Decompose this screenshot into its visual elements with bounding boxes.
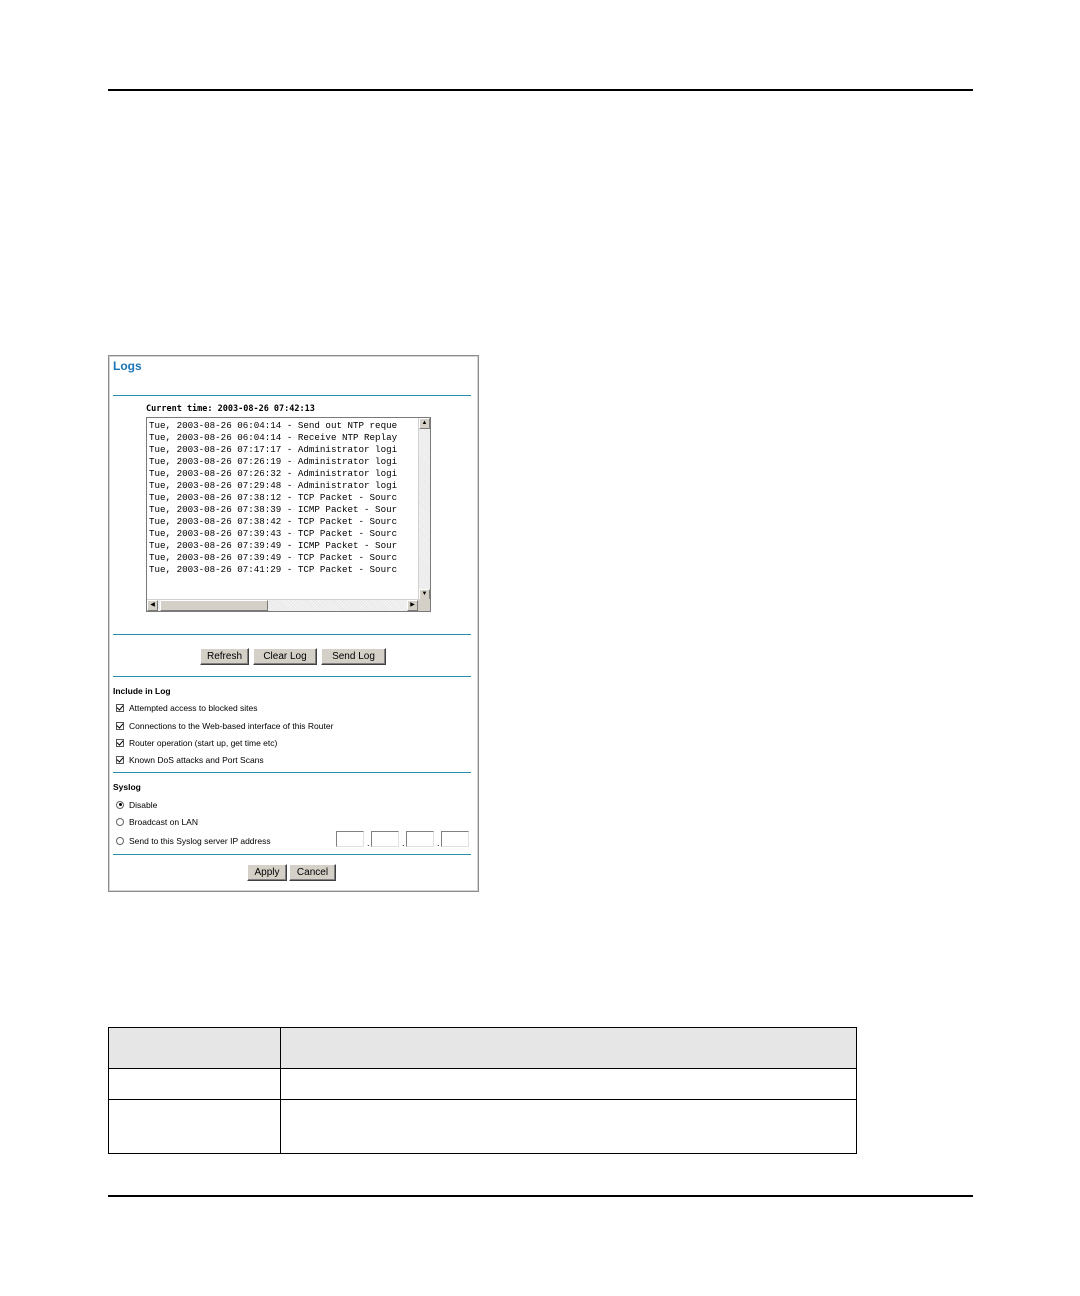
table-cell: [281, 1069, 857, 1100]
log-line: Tue, 2003-08-26 06:04:14 - Send out NTP reque: [149, 420, 398, 431]
scroll-right-icon[interactable]: ▶: [407, 600, 418, 611]
include-option-blocked-sites[interactable]: [116, 701, 258, 713]
option-label: Connections to the Web-based interface of this Router: [129, 720, 334, 731]
cancel-button[interactable]: Cancel: [289, 864, 336, 881]
log-line: Tue, 2003-08-26 07:41:29 - TCP Packet - Sourc: [149, 564, 398, 575]
description-table: [108, 1027, 857, 1154]
include-in-log-heading: Include in Log: [113, 686, 171, 696]
scroll-left-icon[interactable]: ◀: [147, 600, 158, 611]
divider: [113, 634, 471, 635]
clear-log-button[interactable]: Clear Log: [253, 648, 317, 665]
table-cell: [109, 1069, 281, 1100]
scroll-down-icon[interactable]: ▼: [419, 589, 430, 600]
refresh-button[interactable]: Refresh: [200, 648, 249, 665]
log-line: Tue, 2003-08-26 07:26:19 - Administrator logi: [149, 456, 398, 467]
ip-separator: .: [437, 838, 440, 848]
option-label: Broadcast on LAN: [129, 816, 198, 827]
radio-icon[interactable]: [116, 818, 124, 826]
checkbox-checked-icon[interactable]: [116, 704, 124, 712]
option-label: Send to this Syslog server IP address: [129, 835, 271, 846]
option-label: Known DoS attacks and Port Scans: [129, 754, 264, 765]
logs-panel: [108, 355, 479, 892]
apply-button[interactable]: Apply: [247, 864, 287, 881]
table-cell: [109, 1100, 281, 1154]
log-line: Tue, 2003-08-26 07:17:17 - Administrator logi: [149, 444, 398, 455]
syslog-ip-octet-1[interactable]: [336, 831, 364, 847]
syslog-heading: Syslog: [113, 782, 141, 792]
scrollbar-thumb[interactable]: [160, 600, 268, 611]
divider: [113, 676, 471, 677]
include-option-web-connections[interactable]: [116, 719, 333, 731]
syslog-option-broadcast[interactable]: [116, 815, 198, 827]
divider: [113, 854, 471, 855]
divider: [113, 395, 471, 396]
log-line: Tue, 2003-08-26 07:38:39 - ICMP Packet - Sour: [149, 504, 398, 515]
radio-selected-icon[interactable]: [116, 801, 124, 809]
scroll-corner: [418, 599, 430, 611]
option-label: Attempted access to blocked sites: [129, 702, 258, 713]
option-label: Disable: [129, 799, 158, 810]
ip-separator: .: [367, 838, 370, 848]
include-option-dos-attacks[interactable]: [116, 753, 264, 765]
checkbox-checked-icon[interactable]: [116, 739, 124, 747]
table-row: [109, 1100, 857, 1154]
option-label: Router operation (start up, get time etc): [129, 737, 278, 748]
log-line: Tue, 2003-08-26 07:29:48 - Administrator logi: [149, 480, 398, 491]
syslog-option-disable[interactable]: [116, 798, 157, 810]
scroll-up-icon[interactable]: ▲: [419, 418, 430, 429]
vertical-scrollbar[interactable]: [418, 418, 430, 600]
log-textarea[interactable]: [146, 417, 431, 612]
table-header-cell: [281, 1028, 857, 1069]
syslog-ip-octet-4[interactable]: [441, 831, 469, 847]
page-bottom-rule: [108, 1195, 973, 1197]
ip-separator: .: [402, 838, 405, 848]
log-line: Tue, 2003-08-26 07:39:49 - TCP Packet - Sourc: [149, 552, 398, 563]
syslog-ip-octet-3[interactable]: [406, 831, 434, 847]
log-line: Tue, 2003-08-26 06:04:14 - Receive NTP Replay: [149, 432, 398, 443]
table-header-row: [109, 1028, 857, 1069]
log-line: Tue, 2003-08-26 07:39:49 - ICMP Packet - Sour: [149, 540, 398, 551]
syslog-ip-octet-2[interactable]: [371, 831, 399, 847]
send-log-button[interactable]: Send Log: [321, 648, 386, 665]
radio-icon[interactable]: [116, 837, 124, 845]
log-line: Tue, 2003-08-26 07:38:12 - TCP Packet - Sourc: [149, 492, 398, 503]
page-title: Logs: [113, 359, 142, 373]
log-line: Tue, 2003-08-26 07:38:42 - TCP Packet - Sourc: [149, 516, 398, 527]
current-time-label: Current time: 2003-08-26 07:42:13: [146, 404, 315, 414]
table-header-cell: [109, 1028, 281, 1069]
table-row: [109, 1069, 857, 1100]
syslog-option-server[interactable]: [116, 834, 271, 846]
checkbox-checked-icon[interactable]: [116, 756, 124, 764]
log-line: Tue, 2003-08-26 07:39:43 - TCP Packet - Sourc: [149, 528, 398, 539]
table-cell: [281, 1100, 857, 1154]
divider: [113, 772, 471, 773]
log-line: Tue, 2003-08-26 07:26:32 - Administrator logi: [149, 468, 398, 479]
log-lines: [149, 420, 417, 598]
page-top-rule: [108, 89, 973, 91]
horizontal-scrollbar[interactable]: [147, 599, 418, 611]
checkbox-checked-icon[interactable]: [116, 722, 124, 730]
include-option-router-operation[interactable]: [116, 736, 277, 748]
